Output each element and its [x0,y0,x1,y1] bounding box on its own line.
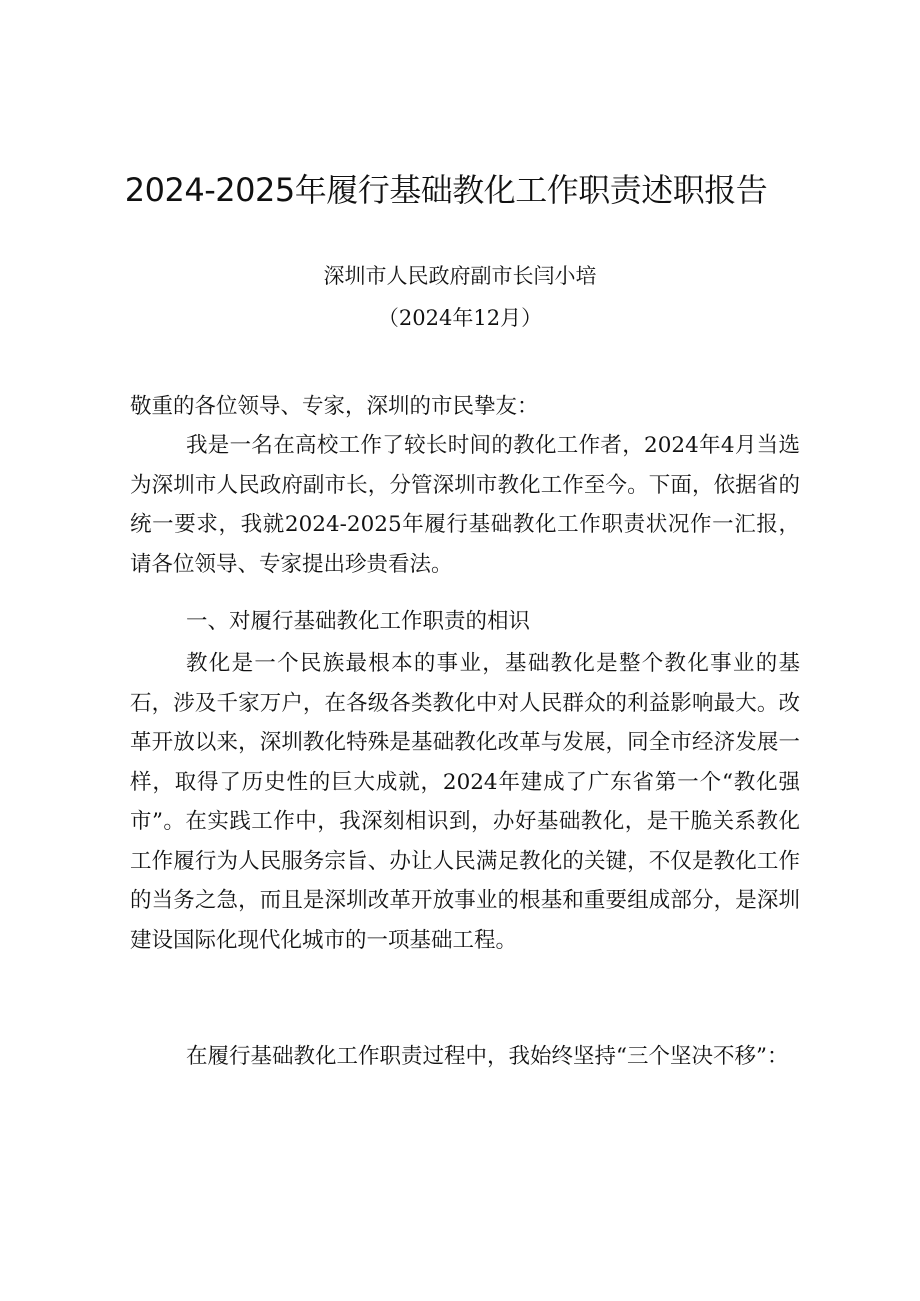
persistence-paragraph: 在履行基础教化工作职责过程中，我始终坚持“三个坚决不移”： [186,1044,789,1069]
author-line: 深圳市人民政府副市长闫小培 [323,264,597,288]
salutation: 敬重的各位领导、专家，深圳的市民挚友： [130,394,539,419]
report-title: 2024-2025年履行基础教化工作职责述职报告 [124,171,768,209]
section-heading-1: 一、对履行基础教化工作职责的相识 [186,609,531,634]
report-date: （2024年12月） [377,306,543,330]
intro-paragraph: 我是一名在高校工作了较长时间的教化工作者，2024年4月当选为深圳市人民政府副市长，分管深圳市教化工作至今。下面，依据省的统一要求，我就2024-2025年履行基础教化工作职责状况作一汇报，请各位领导、专家提出珍贵看法。 [130,433,800,577]
understanding-paragraph: 教化是一个民族最根本的事业，基础教化是整个教化事业的基石，涉及千家万户，在各级各类教化中对人民群众的利益影响最大。改革开放以来，深圳教化特殊是基础教化改革与发展，同全市经济发展一样，取得了历史性的巨大成就，2024年建成了广东省第一个“教化强市”。在实践工作中，我深刻相识到，办好基础教化，是干脆关系教化工作履行为人民服务宗旨、办让人民满足教化的关键，不仅是教化工作的当务之急，而且是深圳改革开放事业的根基和重要组成部分，是深圳建设国际化现代化城市的一项基础工程。 [130,651,800,953]
